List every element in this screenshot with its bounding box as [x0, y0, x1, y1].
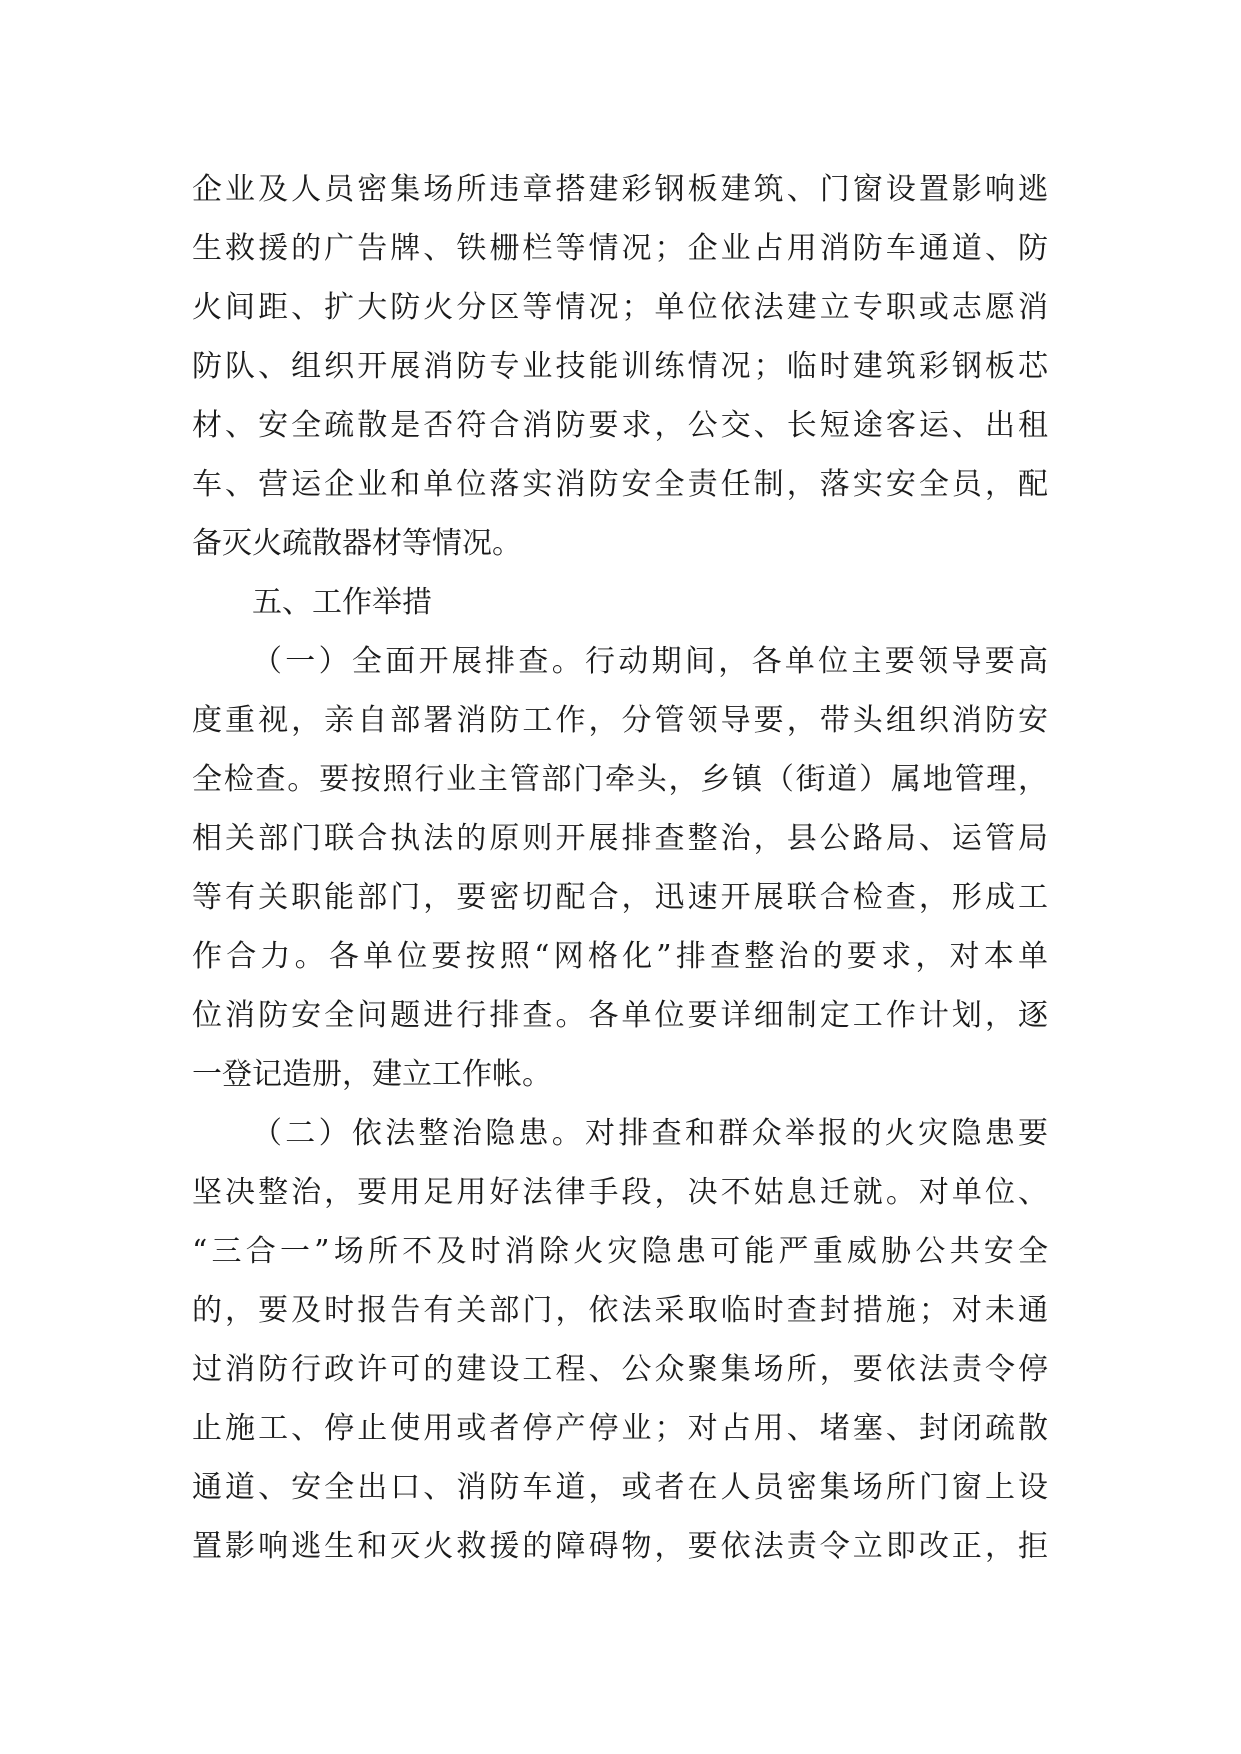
text-line: 作合力。各单位要按照“网格化”排查整治的要求，对本单: [192, 939, 1048, 974]
text-line: 置影响逃生和灭火救援的障碍物，要依法责令立即改正，拒: [192, 1529, 1048, 1564]
text-line: 坚决整治，要用足用好法律手段，决不姑息迁就。对单位、: [192, 1175, 1048, 1210]
text-line: 车、营运企业和单位落实消防安全责任制，落实安全员，配: [192, 467, 1048, 502]
text-line: 位消防安全问题进行排查。各单位要详细制定工作计划，逐: [192, 998, 1048, 1033]
text-line: 生救援的广告牌、铁栅栏等情况；企业占用消防车通道、防: [192, 231, 1048, 266]
text-line: 防队、组织开展消防专业技能训练情况；临时建筑彩钢板芯: [192, 349, 1048, 384]
text-line: 的，要及时报告有关部门，依法采取临时查封措施；对未通: [192, 1293, 1048, 1328]
section-heading: [192, 573, 1048, 632]
text-line: “三合一”场所不及时消除火灾隐患可能严重威胁公共安全: [192, 1234, 1048, 1269]
paragraph-item-1: [192, 632, 1048, 1104]
text-line: 过消防行政许可的建设工程、公众聚集场所，要依法责令停: [192, 1352, 1048, 1387]
text-line: 通道、安全出口、消防车道，或者在人员密集场所门窗上设: [192, 1470, 1048, 1505]
text-line: 度重视，亲自部署消防工作，分管领导要，带头组织消防安: [192, 703, 1048, 738]
text-line: 企业及人员密集场所违章搭建彩钢板建筑、门窗设置影响逃: [192, 172, 1048, 207]
text-line: 止施工、停止使用或者停产停业；对占用、堵塞、封闭疏散: [192, 1411, 1048, 1446]
text-line: 备灭火疏散器材等情况。: [192, 526, 522, 561]
text-line: 全检查。要按照行业主管部门牵头，乡镇（街道）属地管理，: [192, 762, 1048, 797]
paragraph-item-2: [192, 1104, 1048, 1576]
text-line: （二）依法整治隐患。对排查和群众举报的火灾隐患要: [252, 1116, 1048, 1151]
text-line: 一登记造册，建立工作帐。: [192, 1057, 552, 1092]
heading-text: 五、工作举措: [252, 585, 432, 620]
document-body: [192, 160, 1048, 1576]
paragraph-continuation: [192, 160, 1048, 573]
text-line: 相关部门联合执法的原则开展排查整治，县公路局、运管局: [192, 821, 1048, 856]
text-line: 等有关职能部门，要密切配合，迅速开展联合检查，形成工: [192, 880, 1048, 915]
text-line: 材、安全疏散是否符合消防要求，公交、长短途客运、出租: [192, 408, 1048, 443]
text-line: 火间距、扩大防火分区等情况；单位依法建立专职或志愿消: [192, 290, 1048, 325]
text-line: （一）全面开展排查。行动期间，各单位主要领导要高: [252, 644, 1048, 679]
